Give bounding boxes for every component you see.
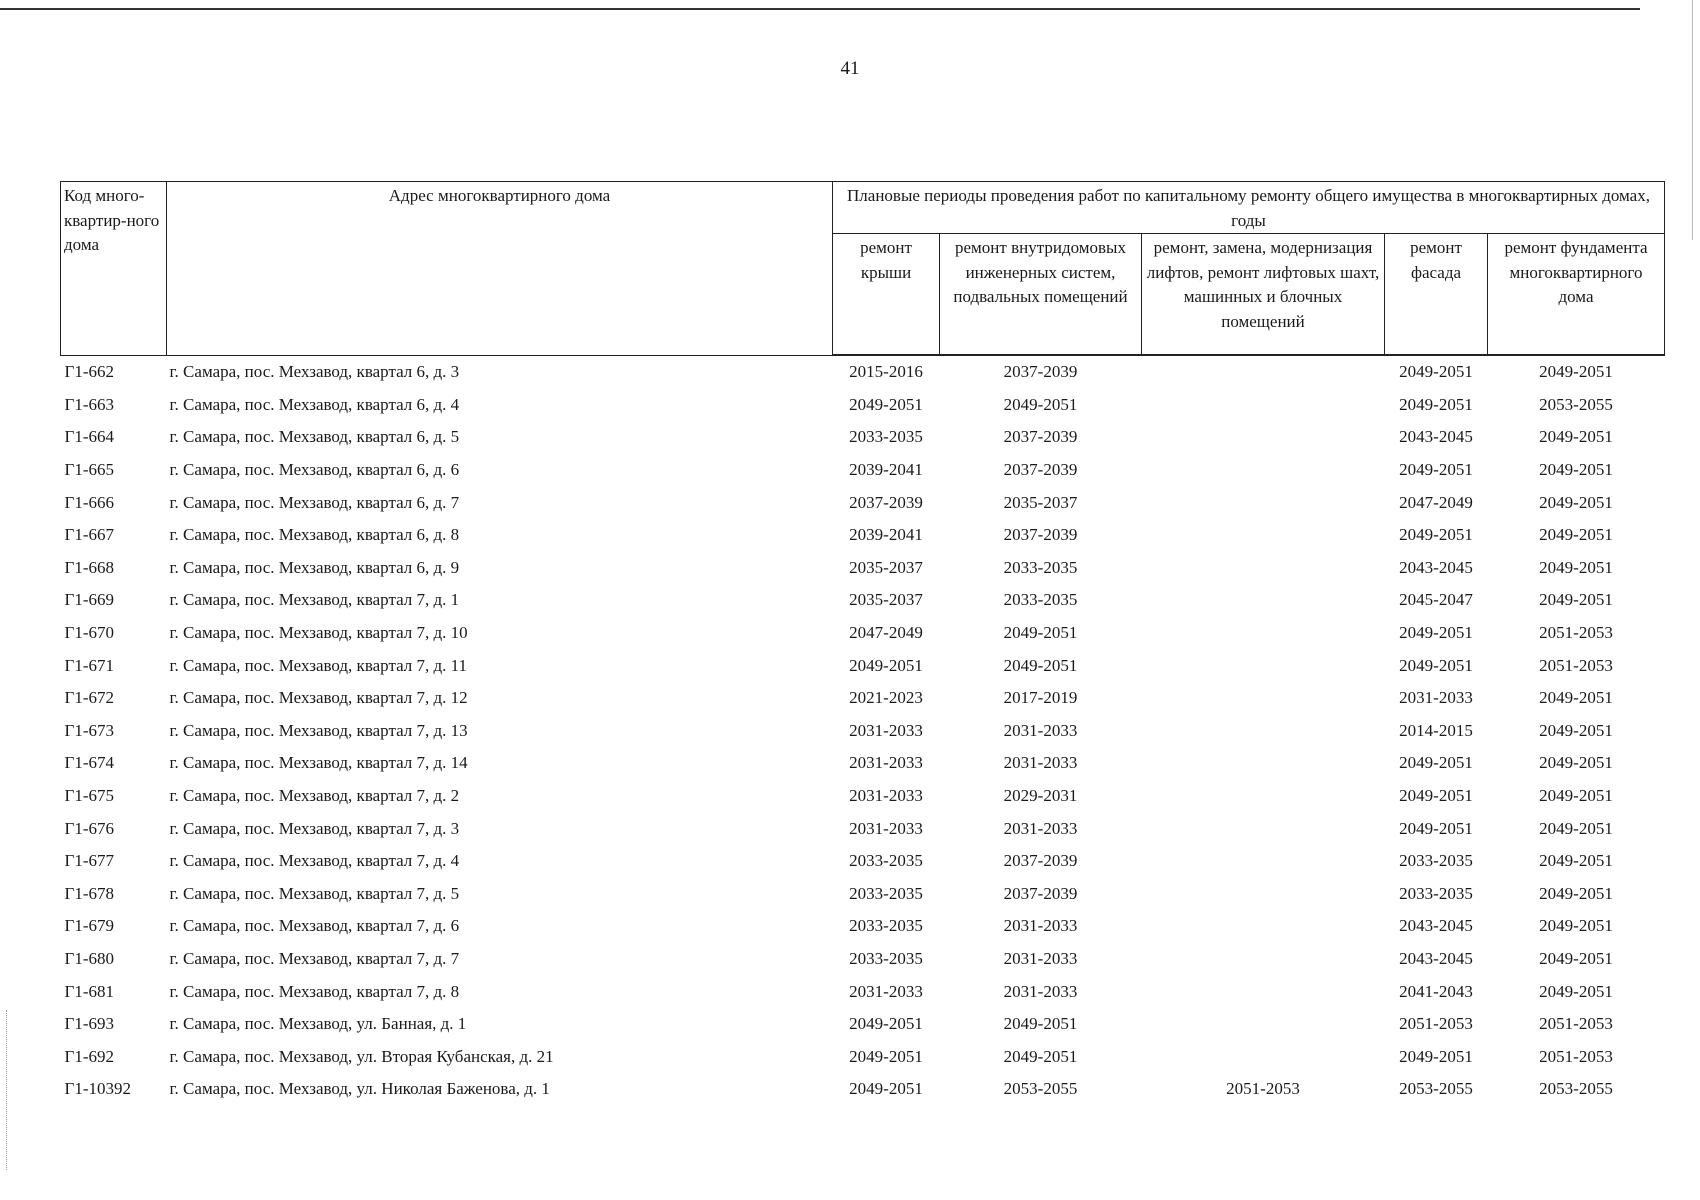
cell-engineering: 2031-2033 [1003,948,1078,968]
cell-elevators [1142,421,1385,454]
cell-roof: 2047-2049 [849,623,923,643]
cell-address: г. Самара, пос. Мехзавод, квартал 7, д. 3 [169,818,460,838]
cell-foundation: 2049-2051 [1539,883,1613,903]
cell-address: г. Самара, пос. Мехзавод, квартал 7, д. 4 [169,851,460,871]
page-number: 41 [840,58,860,79]
table-row [61,975,1665,1008]
table-row [61,519,1665,552]
cell-code: Г1-676 [64,818,114,838]
cell-roof: 2031-2033 [849,753,923,773]
cell-engineering: 2037-2039 [1003,525,1078,545]
cell-roof: 2049-2051 [849,1014,923,1034]
cell-address: г. Самара, пос. Мехзавод, квартал 7, д. 10 [169,623,468,643]
cell-code: Г1-693 [64,1014,114,1034]
scan-top-border [0,8,1640,10]
cell-elevators [1142,975,1385,1008]
cell-facade: 2043-2045 [1399,948,1473,968]
cell-foundation: 2049-2051 [1539,851,1613,871]
cell-engineering: 2035-2037 [1003,492,1078,512]
cell-elevators [1142,649,1385,682]
cell-address: г. Самара, пос. Мехзавод, квартал 6, д. 8 [169,525,460,545]
cell-facade: 2049-2051 [1399,753,1473,773]
cell-code: Г1-666 [64,492,114,512]
scan-right-border [1692,0,1693,240]
cell-roof: 2035-2037 [849,557,923,577]
table-row [61,454,1665,487]
table-row [61,910,1665,943]
cell-engineering: 2049-2051 [1003,655,1078,675]
cell-facade: 2049-2051 [1399,818,1473,838]
cell-elevators [1142,812,1385,845]
cell-roof: 2031-2033 [849,720,923,740]
cell-facade: 2049-2051 [1399,394,1473,414]
cell-foundation: 2049-2051 [1539,590,1613,610]
table-row [61,486,1665,519]
cell-engineering: 2049-2051 [1003,1014,1078,1034]
cell-facade: 2049-2051 [1399,623,1473,643]
cell-facade: 2049-2051 [1399,362,1473,382]
cell-engineering: 2031-2033 [1003,916,1078,936]
table-row [61,747,1665,780]
cell-foundation: 2049-2051 [1539,362,1613,382]
cell-address: г. Самара, пос. Мехзавод, квартал 7, д. 12 [169,688,468,708]
cell-foundation: 2049-2051 [1539,948,1613,968]
cell-roof: 2049-2051 [849,1046,923,1066]
cell-address: г. Самара, пос. Мехзавод, квартал 7, д. 7 [169,948,460,968]
cell-address: г. Самара, пос. Мехзавод, квартал 7, д. 2 [169,786,460,806]
cell-facade: 2049-2051 [1399,525,1473,545]
cell-elevators [1142,910,1385,943]
cell-facade: 2049-2051 [1399,460,1473,480]
cell-facade: 2049-2051 [1399,1046,1473,1066]
table-row [61,421,1665,454]
cell-foundation: 2049-2051 [1539,557,1613,577]
cell-code: Г1-680 [64,948,114,968]
cell-address: г. Самара, пос. Мехзавод, квартал 6, д. 3 [169,362,460,382]
cell-foundation: 2049-2051 [1539,786,1613,806]
cell-facade: 2014-2015 [1399,720,1473,740]
cell-address: г. Самара, пос. Мехзавод, квартал 7, д. 13 [169,720,468,740]
header-foundation: ремонт фундамента многоквартирного дома [1488,234,1665,356]
table-body [61,355,1665,1106]
header-facade: ремонт фасада [1385,234,1488,356]
header-address: Адрес многоквартирного дома [167,182,833,356]
cell-elevators [1142,389,1385,422]
cell-address: г. Самара, пос. Мехзавод, ул. Николая Баженова, д. 1 [169,1079,550,1099]
cell-address: г. Самара, пос. Мехзавод, квартал 6, д. 7 [169,492,460,512]
cell-engineering: 2031-2033 [1003,753,1078,773]
cell-facade: 2045-2047 [1399,590,1473,610]
cell-code: Г1-673 [64,720,114,740]
cell-foundation: 2049-2051 [1539,753,1613,773]
cell-elevators [1142,682,1385,715]
cell-engineering: 2037-2039 [1003,362,1078,382]
cell-roof: 2049-2051 [849,655,923,675]
cell-engineering: 2037-2039 [1003,851,1078,871]
cell-elevators [1142,519,1385,552]
cell-roof: 2037-2039 [849,492,923,512]
cell-engineering: 2037-2039 [1003,427,1078,447]
cell-roof: 2039-2041 [849,525,923,545]
table-row [61,715,1665,748]
cell-roof: 2031-2033 [849,786,923,806]
cell-roof: 2049-2051 [849,394,923,414]
cell-roof: 2035-2037 [849,590,923,610]
table-row [61,943,1665,976]
cell-facade: 2047-2049 [1399,492,1473,512]
cell-code: Г1-667 [64,525,114,545]
cell-foundation: 2051-2053 [1539,623,1613,643]
table-row [61,552,1665,585]
cell-foundation: 2049-2051 [1539,492,1613,512]
cell-address: г. Самара, пос. Мехзавод, квартал 7, д. 14 [169,753,468,773]
cell-facade: 2031-2033 [1399,688,1473,708]
cell-roof: 2015-2016 [849,362,923,382]
cell-facade: 2043-2045 [1399,427,1473,447]
header-roof: ремонт крыши [833,234,940,356]
cell-elevators [1142,355,1385,389]
cell-code: Г1-662 [64,362,114,382]
cell-facade: 2033-2035 [1399,851,1473,871]
cell-elevators [1142,780,1385,813]
cell-address: г. Самара, пос. Мехзавод, квартал 6, д. 5 [169,427,460,447]
cell-elevators [1142,747,1385,780]
cell-facade: 2049-2051 [1399,655,1473,675]
cell-elevators [1142,943,1385,976]
cell-address: г. Самара, пос. Мехзавод, квартал 6, д. 6 [169,460,460,480]
table-row [61,584,1665,617]
cell-elevators [1142,617,1385,650]
cell-address: г. Самара, пос. Мехзавод, квартал 7, д. 8 [169,981,460,1001]
table-row [61,1073,1665,1106]
cell-foundation: 2049-2051 [1539,460,1613,480]
table-row [61,1040,1665,1073]
repair-schedule-table [60,181,1665,1106]
table-row [61,617,1665,650]
cell-engineering: 2037-2039 [1003,883,1078,903]
table-row [61,845,1665,878]
cell-foundation: 2051-2053 [1539,1014,1613,1034]
cell-roof: 2031-2033 [849,818,923,838]
table-row [61,878,1665,911]
cell-engineering: 2049-2051 [1003,394,1078,414]
cell-facade: 2043-2045 [1399,557,1473,577]
cell-elevators [1142,486,1385,519]
cell-engineering: 2029-2031 [1003,786,1078,806]
cell-address: г. Самара, пос. Мехзавод, квартал 6, д. 9 [169,557,460,577]
cell-engineering: 2031-2033 [1003,720,1078,740]
cell-engineering: 2031-2033 [1003,818,1078,838]
cell-code: Г1-674 [64,753,114,773]
cell-code: Г1-10392 [64,1079,131,1099]
scan-left-artifact [6,1010,9,1170]
cell-engineering: 2049-2051 [1003,1046,1078,1066]
cell-foundation: 2049-2051 [1539,720,1613,740]
cell-facade: 2049-2051 [1399,786,1473,806]
cell-code: Г1-681 [64,981,114,1001]
cell-elevators [1142,1008,1385,1041]
cell-engineering: 2033-2035 [1003,557,1078,577]
cell-facade: 2041-2043 [1399,981,1473,1001]
cell-engineering: 2053-2055 [1003,1079,1078,1099]
header-engineering: ремонт внутридомовых инженерных систем, подвальных помещений [940,234,1142,356]
cell-engineering: 2033-2035 [1003,590,1078,610]
cell-code: Г1-663 [64,394,114,414]
cell-code: Г1-664 [64,427,114,447]
header-code: Код много-квартир-ного дома [61,182,167,356]
cell-roof: 2049-2051 [849,1079,923,1099]
cell-facade: 2053-2055 [1399,1079,1473,1099]
cell-elevators [1142,552,1385,585]
cell-roof: 2033-2035 [849,427,923,447]
cell-facade: 2051-2053 [1399,1014,1473,1034]
header-planned-periods: Плановые периоды проведения работ по капитальному ремонту общего имущества в многоквартирных домах, годы [833,182,1665,234]
cell-roof: 2021-2023 [849,688,923,708]
cell-address: г. Самара, пос. Мехзавод, ул. Вторая Кубанская, д. 21 [169,1046,554,1066]
cell-facade: 2043-2045 [1399,916,1473,936]
table-row [61,649,1665,682]
cell-foundation: 2049-2051 [1539,427,1613,447]
cell-elevators [1142,1040,1385,1073]
cell-code: Г1-670 [64,623,114,643]
cell-foundation: 2049-2051 [1539,981,1613,1001]
table-row [61,1008,1665,1041]
cell-foundation: 2051-2053 [1539,655,1613,675]
cell-elevators [1142,454,1385,487]
cell-foundation: 2049-2051 [1539,525,1613,545]
cell-elevators [1142,584,1385,617]
table-row [61,355,1665,389]
table-row [61,812,1665,845]
cell-elevators [1142,715,1385,748]
cell-foundation: 2051-2053 [1539,1046,1613,1066]
cell-address: г. Самара, пос. Мехзавод, квартал 7, д. 1 [169,590,460,610]
cell-address: г. Самара, пос. Мехзавод, ул. Банная, д. 1 [169,1014,467,1034]
cell-code: Г1-669 [64,590,114,610]
cell-roof: 2039-2041 [849,460,923,480]
cell-code: Г1-679 [64,916,114,936]
cell-code: Г1-692 [64,1046,114,1066]
cell-engineering: 2037-2039 [1003,460,1078,480]
cell-foundation: 2049-2051 [1539,688,1613,708]
cell-roof: 2033-2035 [849,948,923,968]
cell-engineering: 2049-2051 [1003,623,1078,643]
cell-address: г. Самара, пос. Мехзавод, квартал 6, д. 4 [169,394,460,414]
header-elevators: ремонт, замена, модернизация лифтов, ремонт лифтовых шахт, машинных и блочных помещений [1142,234,1385,356]
cell-foundation: 2053-2055 [1539,394,1613,414]
cell-elevators: 2051-2053 [1226,1079,1300,1099]
cell-code: Г1-672 [64,688,114,708]
cell-address: г. Самара, пос. Мехзавод, квартал 7, д. 11 [169,655,468,675]
cell-code: Г1-677 [64,851,114,871]
cell-roof: 2033-2035 [849,883,923,903]
cell-elevators [1142,878,1385,911]
cell-foundation: 2053-2055 [1539,1079,1613,1099]
table-row [61,780,1665,813]
cell-engineering: 2031-2033 [1003,981,1078,1001]
cell-roof: 2031-2033 [849,981,923,1001]
cell-code: Г1-665 [64,460,114,480]
table-row [61,389,1665,422]
cell-facade: 2033-2035 [1399,883,1473,903]
table-row [61,682,1665,715]
cell-roof: 2033-2035 [849,851,923,871]
cell-foundation: 2049-2051 [1539,916,1613,936]
cell-elevators [1142,845,1385,878]
cell-address: г. Самара, пос. Мехзавод, квартал 7, д. 6 [169,916,460,936]
cell-roof: 2033-2035 [849,916,923,936]
cell-engineering: 2017-2019 [1003,688,1078,708]
cell-foundation: 2049-2051 [1539,818,1613,838]
cell-address: г. Самара, пос. Мехзавод, квартал 7, д. 5 [169,883,460,903]
cell-code: Г1-675 [64,786,114,806]
cell-code: Г1-668 [64,557,114,577]
cell-code: Г1-671 [64,655,114,675]
cell-code: Г1-678 [64,883,114,903]
